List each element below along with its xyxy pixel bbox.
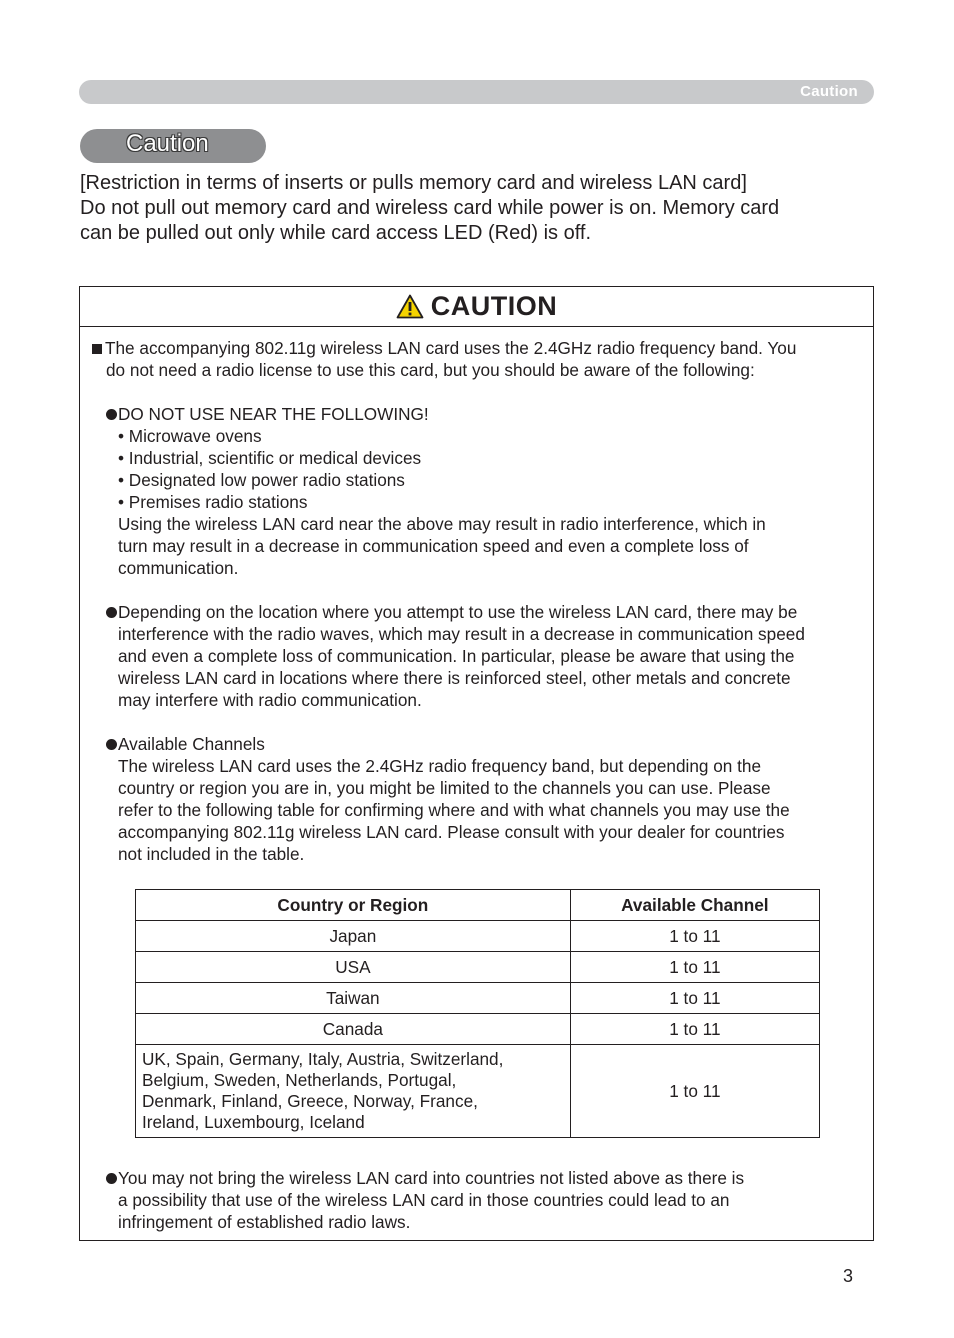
channels-text: refer to the following table for confirming where and with what channels you may use the — [118, 800, 790, 820]
near-item: • Premises radio stations — [118, 492, 308, 512]
caution-intro-line: The accompanying 802.11g wireless LAN card uses the 2.4GHz radio frequency band. You — [92, 337, 796, 359]
section-title: Caution — [126, 130, 209, 157]
table-row — [136, 952, 820, 983]
table-row — [136, 1014, 820, 1045]
location-text: Depending on the location where you attempt to use the wireless LAN card, there may be — [106, 601, 797, 623]
near-text: Using the wireless LAN card near the above may result in radio interference, which in — [118, 514, 766, 534]
table-cell-region-multi — [136, 1045, 571, 1138]
table-cell-channel: 1 to 11 — [570, 952, 819, 983]
location-text: interference with the radio waves, which may result in a decrease in communication speed — [118, 624, 805, 644]
round-bullet-icon — [106, 1173, 117, 1184]
closing-text: infringement of established radio laws. — [118, 1212, 411, 1232]
near-item: • Designated low power radio stations — [118, 470, 405, 490]
table-cell-region: Canada — [136, 1014, 571, 1045]
square-bullet-icon — [92, 344, 102, 354]
near-item: • Microwave ovens — [118, 426, 262, 446]
channels-text: not included in the table. — [118, 844, 305, 864]
closing-text: You may not bring the wireless LAN card into countries not listed above as there is — [106, 1167, 744, 1189]
section-title-pill — [80, 129, 266, 163]
table-cell-channel: 1 to 11 — [570, 983, 819, 1014]
table-row — [136, 983, 820, 1014]
caution-header — [80, 287, 873, 327]
channels-text: country or region you are in, you might be limited to the channels you can use. Please — [118, 778, 771, 798]
round-bullet-icon — [106, 409, 117, 420]
table-header-cell: Country or Region — [136, 890, 571, 921]
region-line: Belgium, Sweden, Netherlands, Portugal, — [142, 1070, 457, 1090]
page-number: 3 — [843, 1266, 854, 1286]
table-cell-region: Japan — [136, 921, 571, 952]
header-bar — [79, 80, 874, 104]
channels-text: accompanying 802.11g wireless LAN card. Please consult with your dealer for countries — [118, 822, 785, 842]
header-label: Caution — [800, 83, 858, 100]
table-header-row — [136, 890, 820, 921]
near-text: turn may result in a decrease in communication speed and even a complete loss of — [118, 536, 749, 556]
table-header-cell: Available Channel — [570, 890, 819, 921]
channel-table — [135, 889, 820, 1138]
caution-intro-line: do not need a radio license to use this card, but you should be aware of the following: — [106, 360, 755, 380]
caution-box — [79, 286, 874, 1241]
table-cell-channel: 1 to 11 — [570, 1014, 819, 1045]
near-heading: DO NOT USE NEAR THE FOLLOWING! — [106, 403, 429, 425]
region-line: Ireland, Luxembourg, Iceland — [142, 1112, 365, 1132]
intro-line: can be pulled out only while card access LED (Red) is off. — [80, 222, 592, 244]
region-line: Denmark, Finland, Greece, Norway, France, — [142, 1091, 478, 1111]
near-item: • Industrial, scientific or medical devices — [118, 448, 422, 468]
table-cell-region: Taiwan — [136, 983, 571, 1014]
channels-text: The wireless LAN card uses the 2.4GHz radio frequency band, but depending on the — [118, 756, 762, 776]
region-line: UK, Spain, Germany, Italy, Austria, Switzerland, — [142, 1049, 504, 1069]
intro-paragraph — [80, 171, 880, 246]
intro-line: Do not pull out memory card and wireless card while power is on. Memory card — [80, 197, 780, 219]
closing-text: a possibility that use of the wireless LAN card in those countries could lead to an — [118, 1190, 730, 1210]
table-row — [136, 1045, 820, 1138]
location-text: and even a complete loss of communication. In particular, please be aware that using the — [118, 646, 795, 666]
location-text: wireless LAN card in locations where there is reinforced steel, other metals and concrete — [118, 668, 791, 688]
location-text: may interfere with radio communication. — [118, 690, 422, 710]
round-bullet-icon — [106, 607, 117, 618]
round-bullet-icon — [106, 739, 117, 750]
warning-triangle-icon — [396, 294, 424, 319]
table-cell-channel: 1 to 11 — [570, 1045, 819, 1138]
table-row — [136, 921, 820, 952]
near-text: communication. — [118, 558, 239, 578]
caution-title: CAUTION — [430, 291, 558, 321]
intro-line: [Restriction in terms of inserts or pulls memory card and wireless LAN card] — [80, 172, 747, 194]
table-cell-region: USA — [136, 952, 571, 983]
channels-heading: Available Channels — [106, 733, 265, 755]
table-cell-channel: 1 to 11 — [570, 921, 819, 952]
